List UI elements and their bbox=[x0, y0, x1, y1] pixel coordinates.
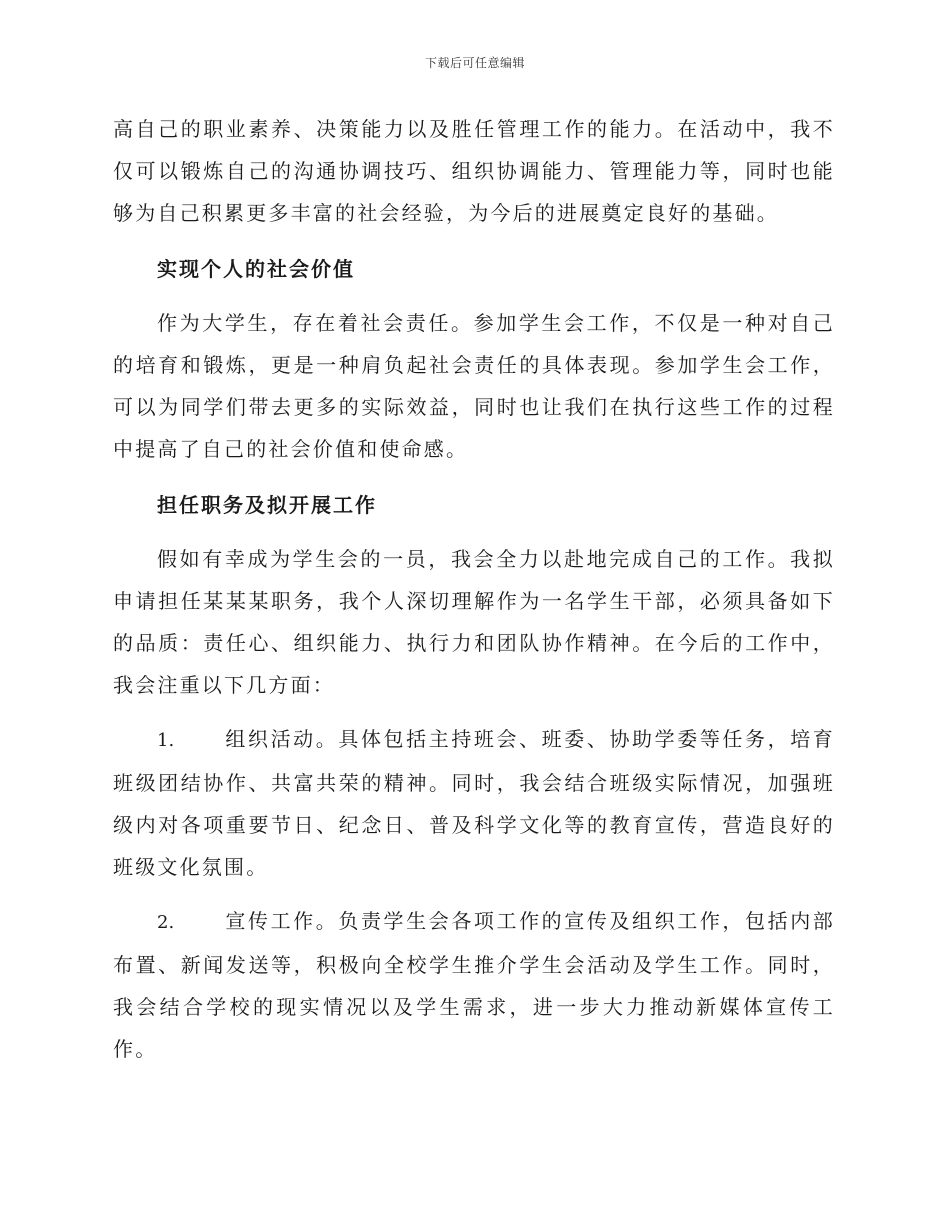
document-body bbox=[113, 108, 835, 1070]
intro-paragraph: 高自己的职业素养、决策能力以及胜任管理工作的能力。在活动中，我不仅可以锻炼自己的沟通协调技巧、组织协调能力、管理能力等，同时也能够为自己积累更多丰富的社会经验，为今后的进展奠定良好的基础。 bbox=[113, 117, 835, 225]
list-item bbox=[113, 718, 835, 888]
section-heading-social-value: 实现个人的社会价值 bbox=[157, 257, 355, 281]
list-item-text: 宣传工作。负责学生会各项工作的宣传及组织工作，包括内部布置、新闻发送等，积极向全校学生推介学生会活动及学生工作。同时，我会结合学校的现实情况以及学生需求，进一步大力推动新媒体宣传工作。 bbox=[113, 909, 835, 1061]
list-item bbox=[113, 900, 835, 1070]
list-item-number: 1. bbox=[157, 730, 175, 751]
section-duties-paragraph: 假如有幸成为学生会的一员，我会全力以赴地完成自己的工作。我拟申请担任某某某职务，我个人深切理解作为一名学生干部，必须具备如下的品质：责任心、组织能力、执行力和团队协作精神。在今后的工作中，我会注重以下几方面： bbox=[113, 547, 835, 697]
list-item-text: 组织活动。具体包括主持班会、班委、协助学委等任务，培育班级团结协作、共富共荣的精神。同时，我会结合班级实际情况，加强班级内对各项重要节日、纪念日、普及科学文化等的教育宣传，营造良好的班级文化氛围。 bbox=[113, 727, 835, 879]
section-social-value-paragraph: 作为大学生，存在着社会责任。参加学生会工作，不仅是一种对自己的培育和锻炼，更是一种肩负起社会责任的具体表现。参加学生会工作，可以为同学们带去更多的实际效益，同时也让我们在执行这些工作的过程中提高了自己的社会价值和使命感。 bbox=[113, 311, 835, 461]
list-item-number: 2. bbox=[157, 912, 175, 933]
section-heading-duties: 担任职务及拟开展工作 bbox=[157, 493, 377, 517]
header-note: 下载后可任意编辑 bbox=[424, 56, 525, 70]
